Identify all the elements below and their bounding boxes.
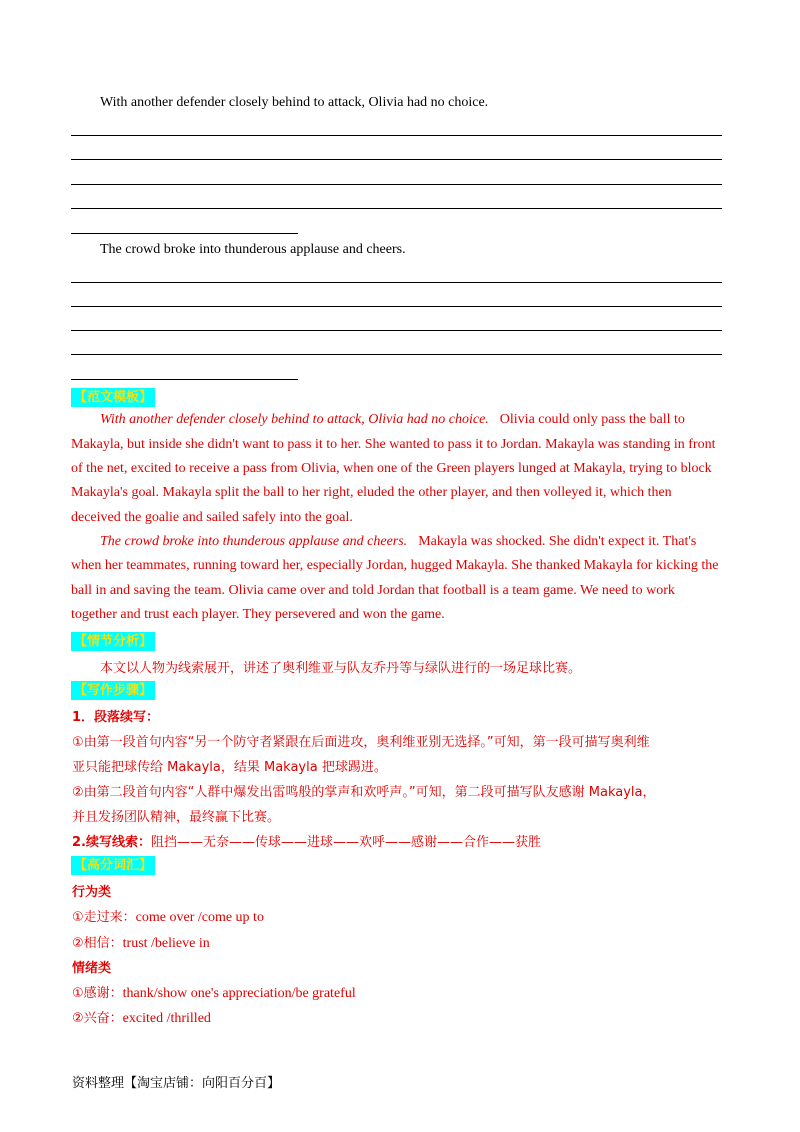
prompt-sentence-1: With another defender closely behind to attack, Olivia had no choice. bbox=[100, 95, 489, 110]
vocab-item-label: ②兴奋： bbox=[72, 1011, 123, 1026]
vocab-item-value: thank/show one's appreciation/be grateful bbox=[122, 986, 356, 1001]
vocab-item-label: ①走过来： bbox=[72, 910, 136, 925]
model-p2-lead: The crowd broke into thunderous applause and cheers. bbox=[100, 534, 408, 549]
plot-analysis-text: 本文以人物为线索展开，讲述了奥利维亚与队友乔丹等与绿队进行的一场足球比赛。 bbox=[100, 661, 582, 676]
model-p1-line4: Makayla's goal. Makayla split the ball to her right, eluded the other player, and then volleyed it, which then bbox=[71, 485, 672, 500]
prompt-sentence-2: The crowd broke into thunderous applause and cheers. bbox=[100, 242, 406, 257]
steps-heading-2 bbox=[72, 831, 541, 850]
vocab-item-label: ②相信： bbox=[72, 936, 123, 951]
model-p1-line1-rest: Olivia could only pass the ball to bbox=[499, 412, 685, 427]
model-p1-line5: deceived the goalie and sailed safely into the goal. bbox=[71, 510, 353, 525]
section-tag-vocab: 【高分词汇】 bbox=[71, 856, 155, 875]
model-p2-line3: ball in and saving the team. Olivia came over and told Jordan that football is a team game. We need to work bbox=[71, 583, 675, 598]
model-p2-line4: together and trust each player. They persevered and won the game. bbox=[71, 607, 445, 622]
model-p1-line2: Makayla, but inside she didn't want to pass it to her. She wanted to pass it to Jordan. Makayla was standing in front bbox=[71, 437, 716, 452]
writing-line bbox=[71, 135, 722, 136]
steps-heading-2-label: 2.续写线索： bbox=[72, 835, 151, 850]
model-p2-line1 bbox=[100, 534, 696, 550]
section-tag-model: 【范文模板】 bbox=[71, 388, 155, 407]
model-p2-line2: when her teammates, running toward her, especially Jordan, hugged Makayla. She thanked Makayla for kicking the bbox=[71, 558, 719, 573]
vocab-item-label: ①感谢： bbox=[72, 986, 123, 1001]
writing-line bbox=[71, 379, 298, 380]
writing-line bbox=[71, 159, 722, 160]
writing-line bbox=[71, 306, 722, 307]
vocab-item-value: trust /believe in bbox=[122, 936, 210, 951]
vocab-item-value: excited /thrilled bbox=[122, 1011, 211, 1026]
model-p1-lead: With another defender closely behind to attack, Olivia had no choice. bbox=[100, 412, 489, 427]
steps-item1-line2: 亚只能把球传给 Makayla，结果 Makayla 把球踢进。 bbox=[72, 760, 387, 775]
model-p1-line3: of the net, excited to receive a pass from Olivia, when one of the Green players lunged at Makayla, trying to block bbox=[71, 461, 712, 476]
steps-heading-2-text: 阻挡——无奈——传球——进球——欢呼——感谢——合作——获胜 bbox=[150, 835, 541, 850]
vocab-category-behavior: 行为类 bbox=[72, 885, 112, 900]
writing-line bbox=[71, 233, 298, 234]
steps-heading-1: 1．段落续写： bbox=[72, 710, 160, 725]
vocab-item bbox=[72, 1007, 211, 1027]
writing-line bbox=[71, 282, 722, 283]
footer-source: 资料整理【淘宝店铺：向阳百分百】 bbox=[72, 1076, 281, 1091]
model-p1-line1 bbox=[100, 412, 685, 428]
steps-item1-line1: ①由第一段首句内容“另一个防守者紧跟在后面进攻，奥利维亚别无选择。”可知，第一段可描写奥利维 bbox=[72, 735, 650, 750]
section-tag-plot: 【情节分析】 bbox=[71, 632, 155, 651]
vocab-category-emotion: 情绪类 bbox=[72, 961, 112, 976]
writing-line bbox=[71, 354, 722, 355]
writing-line bbox=[71, 184, 722, 185]
steps-item2-line1: ②由第二段首句内容“人群中爆发出雷鸣般的掌声和欢呼声。”可知，第二段可描写队友感谢 Makayla， bbox=[72, 785, 656, 800]
vocab-item bbox=[72, 906, 264, 926]
vocab-item-value: come over /come up to bbox=[135, 910, 264, 925]
vocab-item bbox=[72, 982, 356, 1002]
model-p2-line1-rest: Makayla was shocked. She didn't expect it. That's bbox=[418, 534, 697, 549]
steps-item2-line2: 并且发扬团队精神，最终赢下比赛。 bbox=[72, 810, 281, 825]
vocab-item bbox=[72, 932, 210, 952]
section-tag-steps: 【写作步骤】 bbox=[71, 681, 155, 700]
writing-line bbox=[71, 208, 722, 209]
writing-line bbox=[71, 330, 722, 331]
